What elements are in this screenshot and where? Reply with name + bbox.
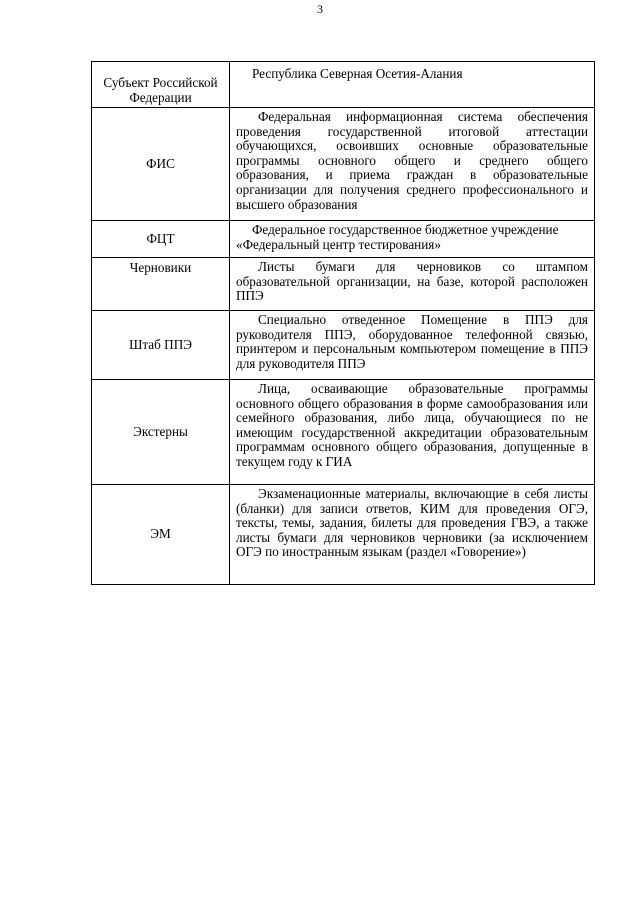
term-cell: ФЦТ	[92, 221, 230, 258]
page-number: 3	[317, 2, 323, 16]
definition-text: Лица, осваивающие образовательные программы основного общего образования в форме самообразования или семейного образования, либо лица, обучающиеся по не имеющим государственной аккредитации образовательным программам основного общего образования, допущенные в текущем году к ГИА	[236, 381, 588, 469]
definition-cell	[230, 311, 595, 380]
definition-cell	[230, 485, 595, 585]
table-row	[92, 485, 595, 585]
terms-table	[91, 61, 595, 585]
definition-text: Федеральное государственное бюджетное учреждение «Федеральный центр тестирования»	[236, 222, 559, 252]
table-row	[92, 108, 595, 221]
term-cell: Экстерны	[92, 380, 230, 485]
definition-cell	[230, 62, 595, 108]
definition-text: Листы бумаги для черновиков со штампом образовательной организации, на базе, которой расположен ППЭ	[236, 259, 588, 304]
table-row	[92, 380, 595, 485]
definition-cell	[230, 258, 595, 311]
term-cell: ЭМ	[92, 485, 230, 585]
term-cell: Субъект Российской Федерации	[92, 62, 230, 108]
definition-cell	[230, 221, 595, 258]
definition-cell	[230, 380, 595, 485]
definition-text: Экзаменационные материалы, включающие в себя листы (бланки) для записи ответов, КИМ для проведения ОГЭ, тексты, темы, задания, билеты для проведения ГВЭ, а также листы бумаги для черновиков черновики (за исключением ОГЭ по иностранным языкам (раздел «Говорение»)	[236, 486, 588, 560]
definition-text: Специально отведенное Помещение в ППЭ для руководителя ППЭ, оборудованное телефонной связью, принтером и персональным компьютером помещение в ППЭ для руководителя ППЭ	[236, 312, 588, 371]
term-cell: ФИС	[92, 108, 230, 221]
table-row	[92, 221, 595, 258]
definition-text: Федеральная информационная система обеспечения проведения государственной итоговой аттестации обучающихся, освоивших основные образовательные программы основного общего и среднего общего образования, и приема граждан в образовательные организации для получения среднего профессионального и высшего образования	[236, 109, 588, 212]
term-cell: Черновики	[92, 258, 230, 311]
definition-text: Республика Северная Осетия-Алания	[252, 66, 463, 81]
table-row	[92, 258, 595, 311]
table-row	[92, 311, 595, 380]
table-row	[92, 62, 595, 108]
definition-cell	[230, 108, 595, 221]
term-cell: Штаб ППЭ	[92, 311, 230, 380]
